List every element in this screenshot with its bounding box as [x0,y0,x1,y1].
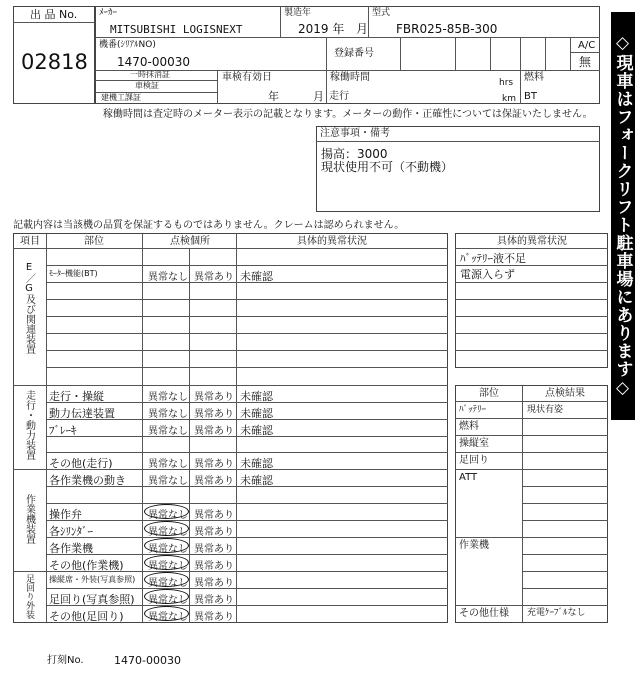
row-ok: 異常なし [148,476,188,487]
model: FBR025-85B-300 [396,22,498,36]
remarks-label: 注意事項・備考 [320,128,390,139]
ok-circle-mark [144,589,189,604]
row-part: 操縦席・外装(写真参照) [49,575,136,584]
registration-label: 登録番号 [334,48,374,59]
row-part: その他(足回り) [49,610,124,623]
machine-no: 1470-00030 [117,55,191,69]
row-detail: 未確認 [240,407,273,420]
hours-label: 稼働時間 [330,72,370,83]
row-ok: 異常なし [148,612,188,623]
machine-no-label: 機番(ｼﾘｱﾙNO) [99,40,156,50]
row-ok: 異常なし [148,561,188,572]
section-eg: E／G及び関連装置 [23,262,35,354]
row-ok: 異常なし [148,527,188,538]
year: 2019 年 [298,22,345,36]
section-feet: 足回り外装 [24,574,34,619]
row-ok: 異常なし [148,459,188,470]
row-detail: 未確認 [240,457,273,470]
right-detail-header: 具体的異常状況 [497,236,567,247]
maker: MITSUBISHI LOGISNEXT [110,23,243,36]
row-part: ﾌﾞﾚｰｷ [49,424,77,437]
disclaimer: 記載内容は当該機の品質を保証するものではありません。クレームは認められません。 [13,220,405,231]
row-detail: 未確認 [240,424,273,437]
results-att: ATT [459,472,478,483]
row-detail: 未確認 [240,474,273,487]
fuel-value: BT [524,91,537,102]
remarks-line1: 揚高：3000 [321,147,388,161]
serial-no-label: 出 品 No. [30,8,78,21]
header-check: 点検個所 [170,236,210,247]
location-stamp: ◇現車はフォークリフト駐車場にあります◇ [611,12,635,420]
section-travel: 走行・動力装置 [23,390,35,460]
year-month-unit: 月 [356,22,369,36]
row-part: ﾓｰﾀｰ機能(BT) [49,269,98,278]
km-unit: km [502,94,516,104]
row-part: その他(走行) [49,457,113,470]
ok-circle-mark [144,572,189,587]
results-cockpit: 操縦室 [459,438,489,449]
row-part: 操作弁 [49,508,82,521]
inspection-expiry-label: 車検有効日 [222,72,272,83]
expiry-year-unit: 年 [268,90,279,103]
row-part: 走行・操縦 [49,390,104,403]
temp-plate-label: 一時抹消証 [130,70,170,79]
row-ok: 異常なし [148,272,188,283]
ac-value: 無 [579,55,592,69]
row-part: 動力伝達装置 [49,407,115,420]
row-part: 各作業機の動き [49,474,126,487]
row-ng: 異常あり [194,459,234,470]
header-item: 項目 [20,236,40,247]
fuel-label: 燃料 [524,72,544,83]
row-part: 各ｼﾘﾝﾀﾞｰ [49,525,93,538]
row-ng: 異常あり [194,595,234,606]
ok-circle-mark [144,555,189,570]
year-label: 製造年 [284,8,312,18]
results-battery: ﾊﾞｯﾃﾘｰ [459,405,487,415]
row-detail: 未確認 [240,270,273,283]
serial-no: 02818 [21,50,88,74]
special-cert-label: 建機工課証 [101,93,141,102]
row-ng: 異常あり [194,561,234,572]
row-ng: 異常あり [194,527,234,538]
results-other: その他仕様 [459,608,509,619]
ok-circle-mark [144,521,189,536]
results-header-result: 点検結果 [545,388,585,399]
ok-circle-mark [144,504,189,519]
row-ng: 異常あり [194,409,234,420]
ac-label: A/C [578,40,596,51]
section-work: 作業機装置 [23,494,35,544]
row-ok: 異常なし [148,595,188,606]
row-part: 各作業機 [49,542,93,555]
row-ng: 異常あり [194,426,234,437]
results-fuel: 燃料 [459,421,479,432]
stamp-no: 1470-00030 [114,654,181,667]
row-ng: 異常あり [194,578,234,589]
results-feet: 足回り [459,455,489,466]
results-work: 作業機 [459,540,489,551]
model-label: 型式 [372,8,391,18]
hrs-unit: hrs [499,78,514,88]
travel-label: 走行 [329,91,349,102]
row-ng: 異常あり [194,392,234,403]
header-part: 部位 [84,236,104,247]
row-part: 足回り(写真参照) [49,593,135,606]
row-ok: 異常なし [148,510,188,521]
row-ng: 異常あり [194,510,234,521]
expiry-month-unit: 月 [313,90,324,103]
row-detail: 未確認 [240,390,273,403]
results-header-part: 部位 [479,388,499,399]
inspection-cert-label: 車検証 [135,81,159,90]
hours-notice: 稼働時間は査定時のメーター表示の記載となります。メーターの動作・正確性については保証いたしません。 [103,109,593,120]
header-detail: 具体的異常状況 [297,236,367,247]
ok-circle-mark [144,538,189,553]
row-ng: 異常あり [194,612,234,623]
row-ok: 異常なし [148,544,188,555]
row-ng: 異常あり [194,272,234,283]
ok-circle-mark [144,606,189,621]
row-ng: 異常あり [194,476,234,487]
right-detail-line2: 電源入らず [460,268,515,281]
results-other-result: 充電ｹｰﾌﾞﾙなし [527,608,586,618]
row-ng: 異常あり [194,544,234,555]
results-battery-result: 現状有姿 [527,405,564,415]
row-ok: 異常なし [148,392,188,403]
row-ok: 異常なし [148,409,188,420]
stamp-no-label: 打刻No. [47,655,84,666]
remarks-line2: 現状使用不可（不動機） [321,160,454,174]
row-ok: 異常なし [148,578,188,589]
row-ok: 異常なし [148,426,188,437]
row-part: その他(作業機) [49,559,124,572]
maker-label: ﾒｰｶｰ [99,8,118,18]
right-detail-line1: ﾊﾞｯﾃﾘｰ液不足 [460,252,526,265]
